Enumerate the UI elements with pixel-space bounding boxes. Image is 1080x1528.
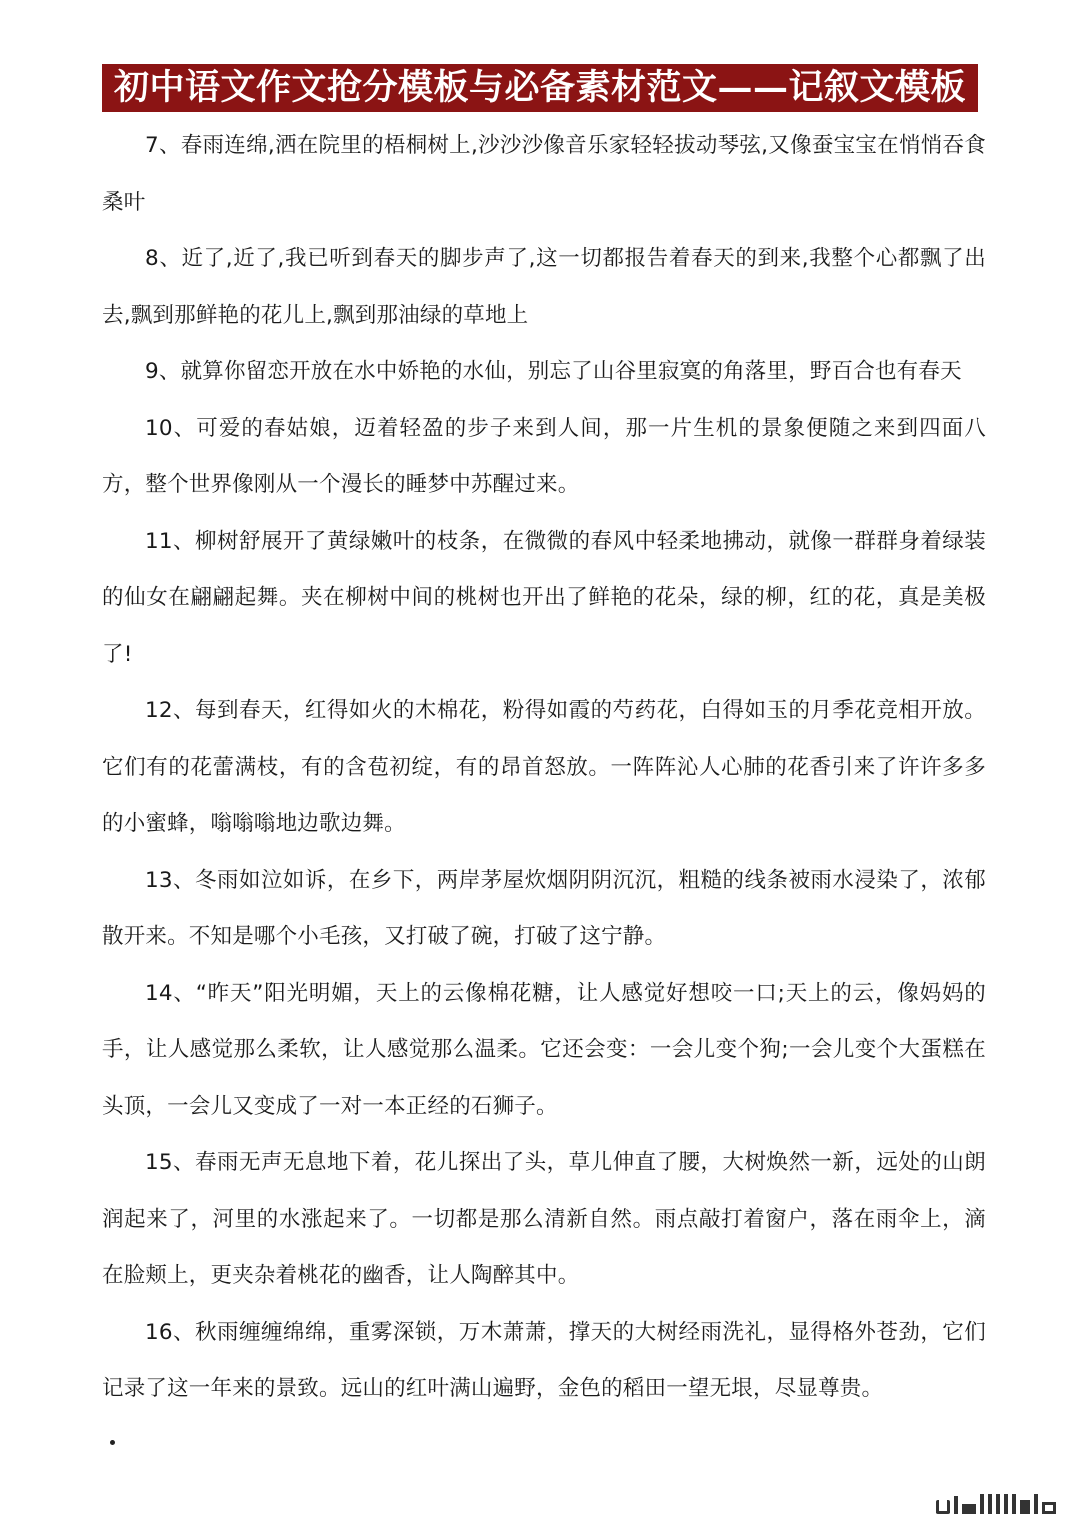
article-body: [102, 118, 986, 1418]
paragraph-16: 16、秋雨缠缠绵绵，重雾深锁，万木萧萧，撑天的大树经雨洗礼，显得格外苍劲，它们记录了这一年来的景致。远山的红叶满山遍野，金色的稻田一望无垠，尽显尊贵。: [102, 1319, 986, 1401]
title-banner: [102, 64, 978, 112]
bullet-dot: [110, 1440, 115, 1445]
paragraph-8: 8、近了,近了,我已听到春天的脚步声了,这一切都报告着春天的到来,我整个心都飘了出去,飘到那鲜艳的花儿上,飘到那油绿的草地上: [102, 246, 986, 328]
page-title: 初中语文作文抢分模板与必备素材范文——记叙文模板: [113, 67, 966, 108]
watermark-logo: [936, 1486, 1056, 1514]
paragraph-7: 7、春雨连绵,洒在院里的梧桐树上,沙沙沙像音乐家轻轻拔动琴弦,又像蚕宝宝在悄悄吞食桑叶: [102, 133, 986, 215]
paragraph-11: 11、柳树舒展开了黄绿嫩叶的枝条，在微微的春风中轻柔地拂动，就像一群群身着绿装的仙女在翩翩起舞。夹在柳树中间的桃树也开出了鲜艳的花朵，绿的柳，红的花，真是美极了!: [102, 528, 986, 667]
paragraph-9: 9、就算你留恋开放在水中娇艳的水仙，别忘了山谷里寂寞的角落里，野百合也有春天: [145, 359, 962, 384]
paragraph-15: 15、春雨无声无息地下着，花儿探出了头，草儿伸直了腰，大树焕然一新，远处的山朗润起来了，河里的水涨起来了。一切都是那么清新自然。雨点敲打着窗户，落在雨伞上，滴在脸颊上，更夹杂着桃花的幽香，让人陶醉其中。: [102, 1150, 986, 1288]
paragraph-12: 12、每到春天，红得如火的木棉花，粉得如霞的芍药花，白得如玉的月季花竞相开放。它们有的花蕾满枝，有的含苞初绽，有的昂首怒放。一阵阵沁人心肺的花香引来了许许多多的小蜜蜂，嗡嗡嗡地边歌边舞。: [102, 698, 986, 836]
paragraph-10: 10、可爱的春姑娘，迈着轻盈的步子来到人间，那一片生机的景象便随之来到四面八方，整个世界像刚从一个漫长的睡梦中苏醒过来。: [102, 415, 986, 497]
paragraph-13: 13、冬雨如泣如诉，在乡下，两岸茅屋炊烟阴阴沉沉，粗糙的线条被雨水浸染了，浓郁散开来。不知是哪个小毛孩，又打破了碗，打破了这宁静。: [102, 867, 986, 949]
paragraph-14: 14、“昨天”阳光明媚，天上的云像棉花糖，让人感觉好想咬一口;天上的云，像妈妈的手，让人感觉那么柔软，让人感觉那么温柔。它还会变：一会儿变个狗;一会儿变个大蛋糕在头顶，一会儿又变成了一对一本正经的石狮子。: [102, 980, 986, 1119]
